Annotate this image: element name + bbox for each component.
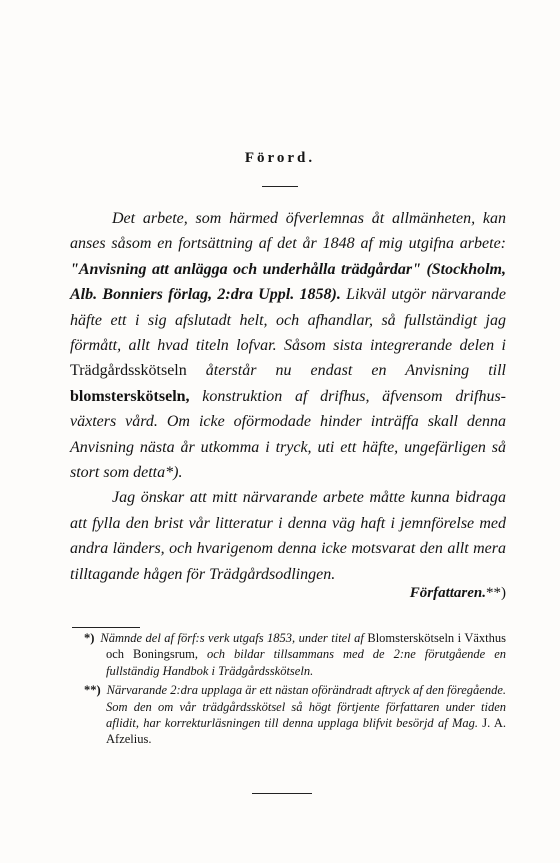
author-signature bbox=[70, 585, 506, 602]
footnote-1-mark: *) bbox=[84, 631, 95, 645]
p1-text-c: återstår nu endast en Anvisning till bbox=[186, 362, 506, 380]
signature-name: Författaren. bbox=[409, 585, 486, 601]
footnote-2-mag: Mag. bbox=[451, 716, 478, 731]
footnote-1-text-b: och bildar tillsammans med de 2:ne förutgående en fullständig Handbok i Trädgårdsskötseln. bbox=[106, 647, 507, 678]
end-divider bbox=[252, 793, 312, 794]
title-divider bbox=[262, 186, 298, 187]
paragraph-1 bbox=[70, 206, 506, 485]
footnote-2-text-b: J. A. Afzelius. bbox=[106, 716, 506, 747]
footnote-2 bbox=[70, 682, 506, 748]
preface-body bbox=[70, 206, 506, 587]
p1-text-a: Det arbete, som härmed öfverlemnas åt allmänheten, kan anses såsom en fortsättning af det år 1848 af mig utgifna arbete: bbox=[70, 210, 506, 253]
paragraph-2: Jag önskar att mitt närvarande arbete måtte kunna bidraga att fylla den brist vår litteratur i denna väg haft i jemnförelse med andra länders, och hvarigenom denna icke motsvarat den allt mera tilltagande hågen för Trädgårdsodlingen. bbox=[70, 489, 506, 583]
footnote-1-title: Blomsterskötseln i Växthus och Boningsrum, bbox=[106, 631, 507, 662]
p1-text-b: Likväl utgör närvarande häfte ett i sig afslutadt helt, och afhandlar, så fullständigt jag förmått, allt hvad titeln lofvar. Såsom sista integrerande delen i bbox=[70, 286, 507, 355]
footnote-2-text-a: Närvarande 2:dra upplaga är ett nästan oförändradt aftryck af den föregående. Som den om vår trädgårdsskötsel så högt förtjente författaren under tiden aflidit, har korrekturläsningen till denna upplaga blifvit besörjd af bbox=[106, 683, 506, 731]
p1-book-title: "Anvisning att anlägga och underhålla trädgårdar" (Stockholm, Alb. Bonniers förlag, 2:dra Uppl. 1858). bbox=[70, 260, 506, 304]
footnote-2-mark: **) bbox=[84, 683, 101, 698]
footnote-1-text-a: Nämnde del af förf:s verk utgafs 1853, under titel af bbox=[100, 631, 368, 645]
footnote-divider bbox=[72, 627, 140, 628]
footnote-1 bbox=[70, 630, 506, 679]
p1-term-tradgardsskotseln: Trädgårdsskötseln bbox=[70, 362, 187, 380]
signature-note-ref: **) bbox=[486, 585, 506, 601]
p1-text-d: konstruktion af drifhus, äfvensom drifhus-växters vård. Om icke oförmodade hinder inträffa skall denna Anvisning nästa år utkomma i tryck, uti ett häfte, ungefärligen så stort som detta*). bbox=[70, 387, 506, 482]
p1-term-blomsterskotseln: blomsterskötseln, bbox=[70, 387, 190, 405]
footnotes bbox=[70, 630, 506, 751]
page-title: Förord. bbox=[244, 150, 316, 166]
